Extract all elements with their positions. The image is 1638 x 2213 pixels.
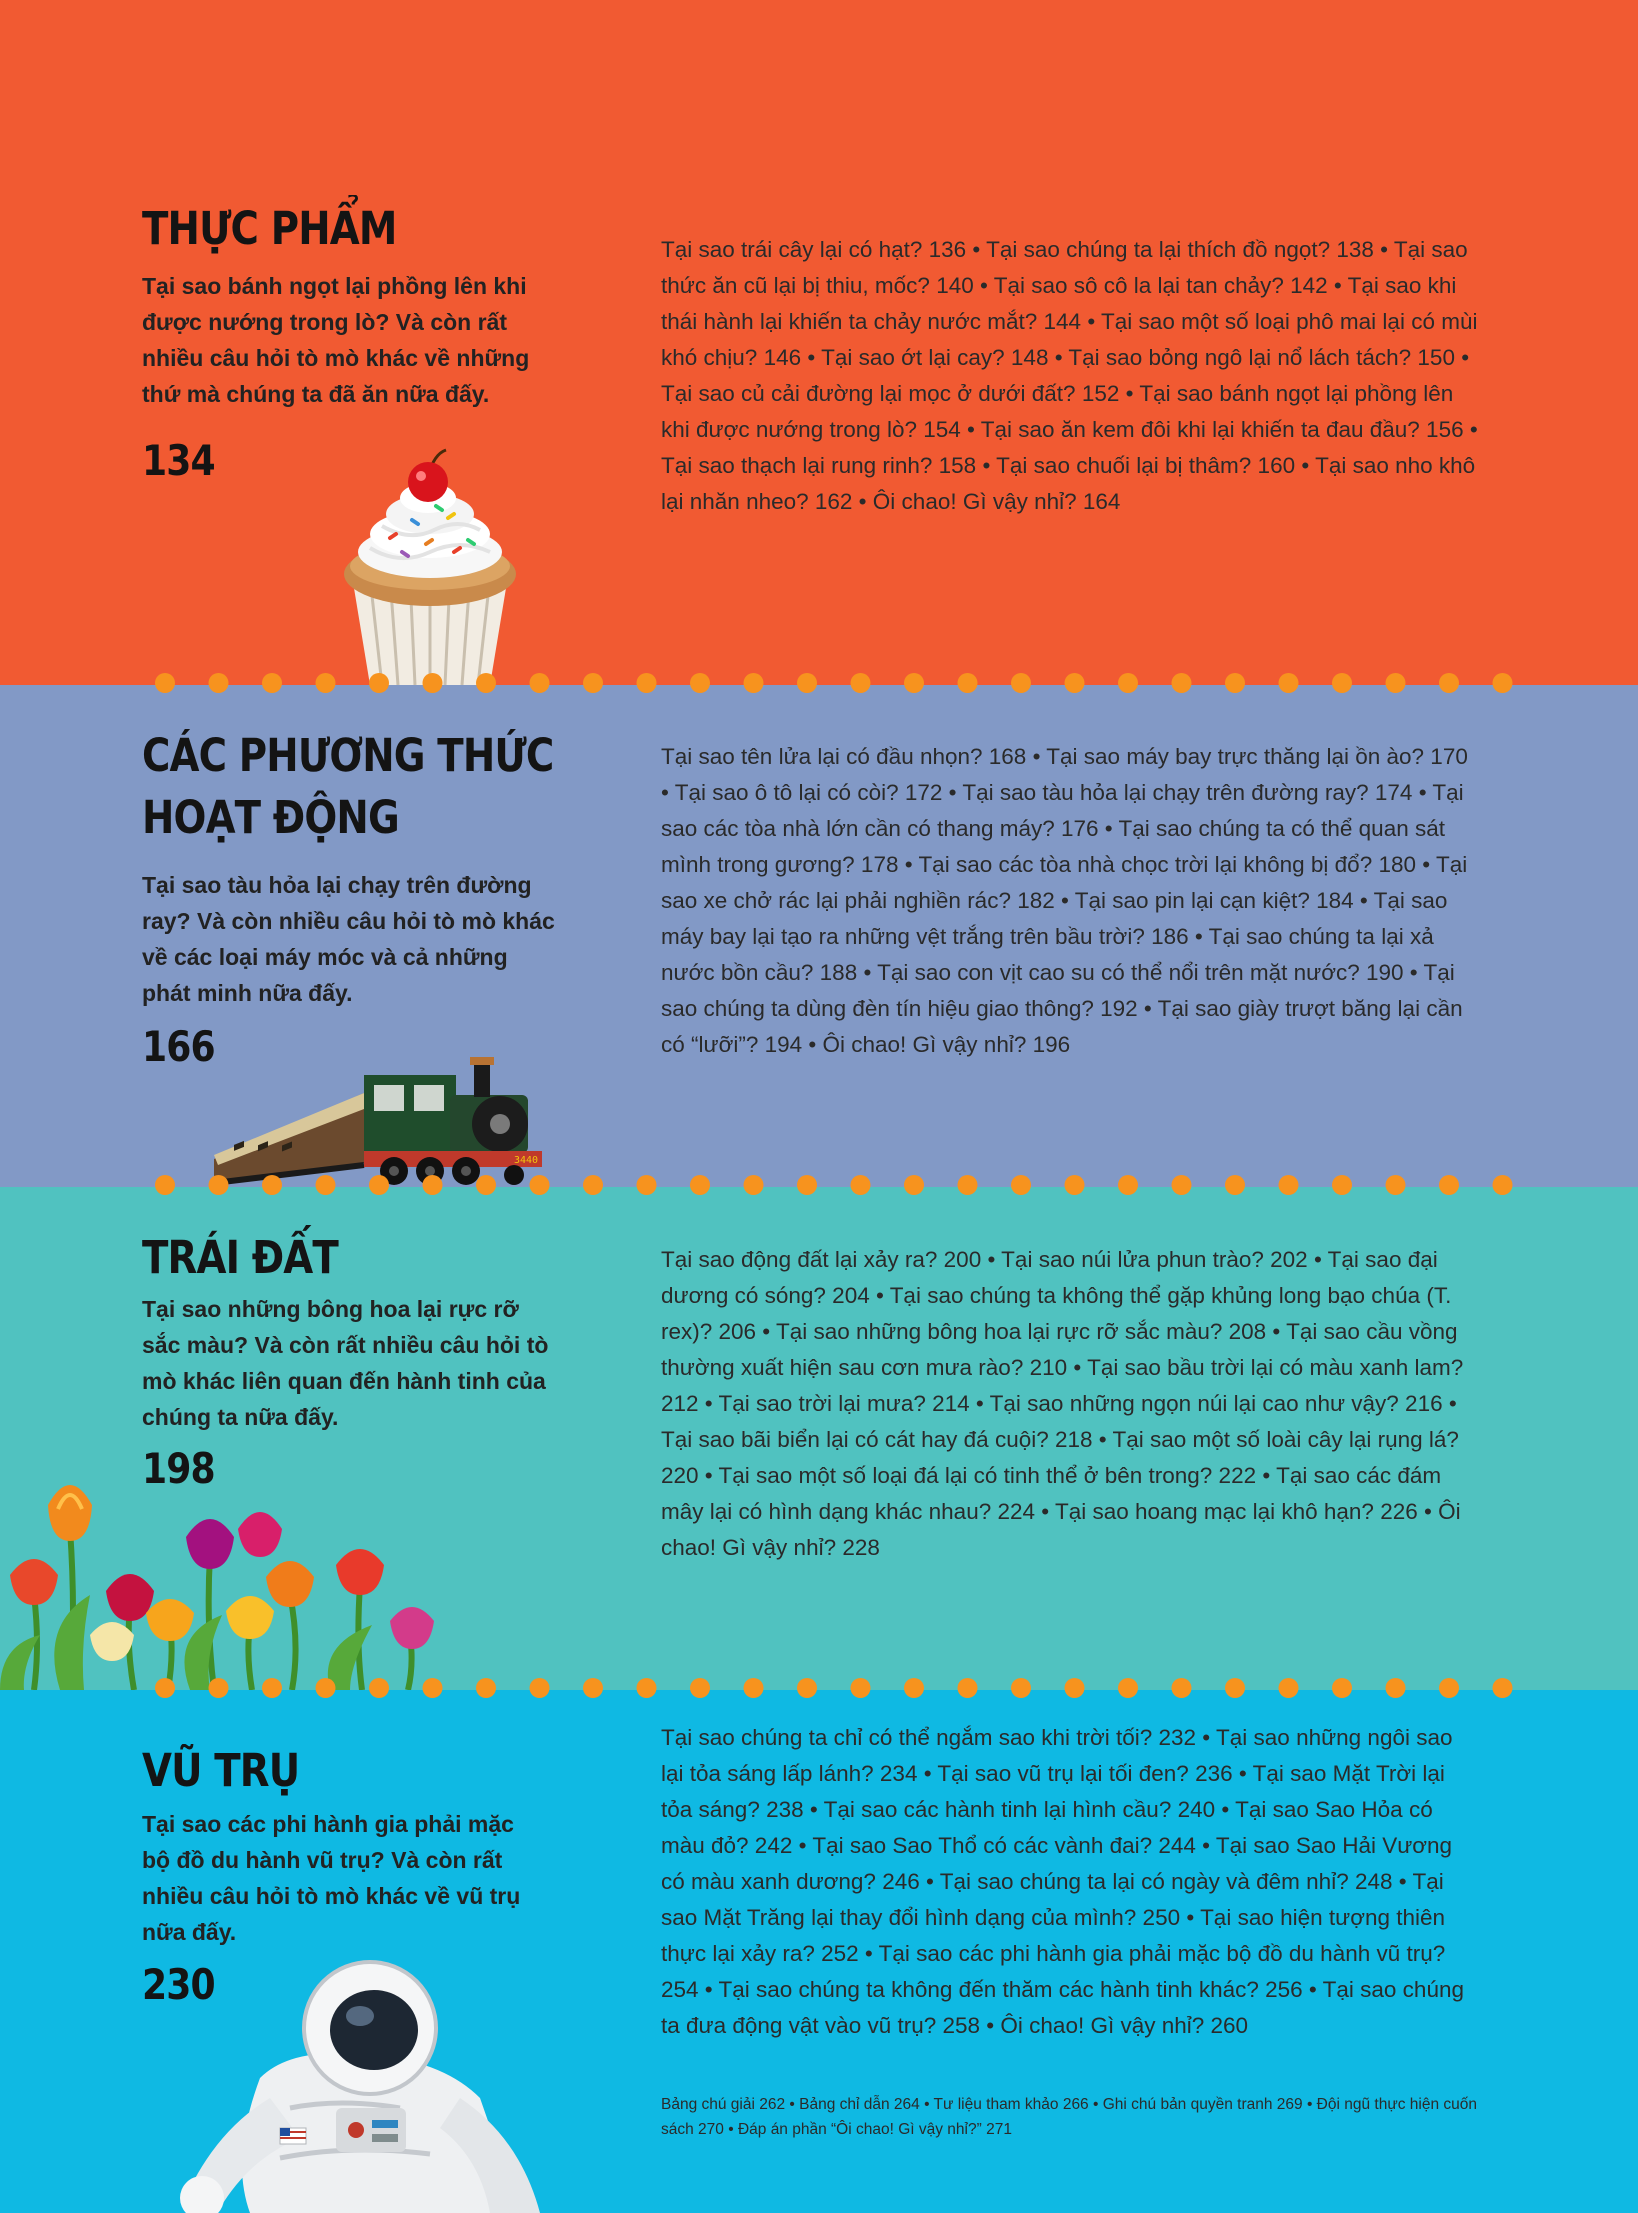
divider-dot [690,673,710,693]
divider-dot [1279,1175,1299,1195]
divider-dot [476,1175,496,1195]
divider-dot [797,1175,817,1195]
divider-dot [851,673,871,693]
section-earth [0,1187,1638,1690]
divider-dot [1118,1175,1138,1195]
divider-dot [1279,1678,1299,1698]
section-teaser: Tại sao bánh ngọt lại phồng lên khi được nướng trong lò? Và còn rất nhiều câu hỏi tò mò khác về những thứ mà chúng ta đã ăn nữa đấy. [142,273,530,407]
divider-dot [369,1678,389,1698]
divider-dot [476,1678,496,1698]
question-list: Tại sao tên lửa lại có đầu nhọn? 168 • Tại sao máy bay trực thăng lại ồn ào? 170 • Tại sao ô tô lại có còi? 172 • Tại sao tàu hỏa lại chạy trên đường ray? 174 • Tại sao các tòa nhà lớn cần có thang máy? 176 • Tại sao chúng ta có thể quan sát mình trong gương? 178 • Tại sao các tòa nhà chọc trời lại không bị đổ? 180 • Tại sao xe chở rác lại phải nghiền rác? 182 • Tại sao pin lại cạn kiệt? 184 • Tại sao máy bay lại tạo ra những vệt trắng trên bầu trời? 186 • Tại sao chúng ta lại xả nước bồn cầu? 188 • Tại sao con vịt cao su có thể nổi trên mặt nước? 190 • Tại sao chúng ta dùng đèn tín hiệu giao thông? 192 • Tại sao giày trượt băng lại cần có “lưỡi”? 194 • Ôi chao! Gì vậy nhỉ? 196 [661,744,1468,1057]
divider-dot [262,673,282,693]
divider-dot [1172,1175,1192,1195]
divider-dot [958,1175,978,1195]
divider-dot [1172,673,1192,693]
svg-text:3440: 3440 [514,1155,539,1166]
section-title [142,725,553,849]
divider-dot [583,1678,603,1698]
divider-dot [1172,1678,1192,1698]
divider-dot [1332,1175,1352,1195]
divider-dot [1386,1175,1406,1195]
divider-dot [583,673,603,693]
divider-dot [423,1678,443,1698]
divider-dot [316,1175,336,1195]
divider-dot [904,673,924,693]
divider-dot [530,1175,550,1195]
astronaut-illustration [160,1958,610,2213]
divider-dot [1225,1678,1245,1698]
divider-dot [583,1175,603,1195]
back-matter-list: Bảng chú giải 262 • Bảng chỉ dẫn 264 • Tư liệu tham khảo 266 • Ghi chú bản quyền tranh 269 • Đội ngũ thực hiện cuốn sách 270 • Đáp án phần “Ôi chao! Gì vậy nhỉ?” 271 [661,2096,1477,2138]
dotted-divider-2 [0,1173,1638,1197]
tulips-illustration [0,1445,450,1690]
divider-dot [851,1175,871,1195]
divider-dot [316,1678,336,1698]
divider-dot [958,1678,978,1698]
divider-dot [1065,1175,1085,1195]
divider-dot [851,1678,871,1698]
section-teaser: Tại sao những bông hoa lại rực rỡ sắc màu? Và còn rất nhiều câu hỏi tò mò khác liên quan đến hành tinh của chúng ta nữa đấy. [142,1296,549,1430]
section-page-number[interactable]: 134 [142,436,215,485]
section-title: TRÁI ĐẤT [142,1231,338,1284]
divider-dot [1439,1678,1459,1698]
cupcake-illustration [330,448,530,685]
divider-dot [1386,673,1406,693]
section-teaser: Tại sao các phi hành gia phải mặc bộ đồ du hành vũ trụ? Và còn rất nhiều câu hỏi tò mò khác về vũ trụ nữa đấy. [142,1811,521,1945]
divider-dot [423,673,443,693]
divider-dot [637,1175,657,1195]
divider-dot [530,673,550,693]
divider-dot [209,1175,229,1195]
section-title: VŨ TRỤ [142,1744,300,1797]
divider-dot [316,673,336,693]
divider-dot [904,1175,924,1195]
section-space [0,1690,1638,2213]
divider-dot [744,1175,764,1195]
divider-dot [1439,673,1459,693]
divider-dot [369,1175,389,1195]
divider-dot [1279,673,1299,693]
divider-dot [1332,1678,1352,1698]
section-page-number[interactable]: 230 [142,1960,215,2009]
divider-dot [1118,673,1138,693]
divider-dot [423,1175,443,1195]
section-food [0,0,1638,685]
divider-dot [262,1175,282,1195]
divider-dot [209,673,229,693]
divider-dot [1011,1678,1031,1698]
divider-dot [530,1678,550,1698]
divider-dot [155,1678,175,1698]
divider-dot [1065,1678,1085,1698]
divider-dot [476,673,496,693]
divider-dot [209,1678,229,1698]
section-page-number[interactable]: 198 [142,1444,215,1493]
divider-dot [1493,1175,1513,1195]
divider-dot [262,1678,282,1698]
divider-dot [904,1678,924,1698]
section-title-line1: CÁC PHƯƠNG THỨC [142,729,554,782]
divider-dot [1439,1175,1459,1195]
divider-dot [797,1678,817,1698]
divider-dot [744,673,764,693]
divider-dot [744,1678,764,1698]
question-list: Tại sao chúng ta chỉ có thể ngắm sao khi trời tối? 232 • Tại sao những ngôi sao lại tỏa sáng lấp lánh? 234 • Tại sao vũ trụ lại tối đen? 236 • Tại sao Mặt Trời lại tỏa sáng? 238 • Tại sao các hành tinh lại hình cầu? 240 • Tại sao Sao Hỏa có màu đỏ? 242 • Tại sao Sao Thổ có các vành đai? 244 • Tại sao Sao Hải Vương có màu xanh dương? 246 • Tại sao chúng ta lại có ngày và đêm nhỉ? 248 • Tại sao Mặt Trăng lại thay đổi hình dạng của mình? 250 • Tại sao hiện tượng thiên thực lại xảy ra? 252 • Tại sao các phi hành gia phải mặc bộ đồ du hành vũ trụ? 254 • Tại sao chúng ta không đến thăm các hành tinh khác? 256 • Tại sao chúng ta đưa động vật vào vũ trụ? 258 • Ôi chao! Gì vậy nhỉ? 260 [661,1725,1464,2038]
divider-dot [369,673,389,693]
section-teaser: Tại sao tàu hỏa lại chạy trên đường ray? Và còn nhiều câu hỏi tò mò khác về các loại máy móc và cả những phát minh nữa đấy. [142,872,555,1006]
divider-dot [1118,1678,1138,1698]
divider-dot [1332,673,1352,693]
divider-dot [797,673,817,693]
divider-dot [1225,673,1245,693]
divider-dot [1386,1678,1406,1698]
divider-dot [958,673,978,693]
divider-dot [637,673,657,693]
divider-dot [1065,673,1085,693]
section-page-number[interactable]: 166 [142,1022,215,1071]
divider-dot [637,1678,657,1698]
divider-dot [690,1175,710,1195]
divider-dot [1011,1175,1031,1195]
divider-dot [155,673,175,693]
divider-dot [1011,673,1031,693]
section-how-things-work [0,685,1638,1187]
section-title: THỰC PHẨM [142,202,397,255]
divider-dot [1225,1175,1245,1195]
divider-dot [1493,673,1513,693]
divider-dot [690,1678,710,1698]
question-list: Tại sao động đất lại xảy ra? 200 • Tại sao núi lửa phun trào? 202 • Tại sao đại dương có sóng? 204 • Tại sao chúng ta không thể gặp khủng long bạo chúa (T. rex)? 206 • Tại sao những bông hoa lại rực rỡ sắc màu? 208 • Tại sao cầu vồng thường xuất hiện sau cơn mưa rào? 210 • Tại sao bầu trời lại có màu xanh lam? 212 • Tại sao trời lại mưa? 214 • Tại sao những ngọn núi lại cao như vậy? 216 • Tại sao bãi biển lại có cát hay đá cuội? 218 • Tại sao một số loài cây lại rụng lá? 220 • Tại sao một số loại đá lại có tinh thể ở bên trong? 222 • Tại sao các đám mây lại có hình dạng khác nhau? 224 • Tại sao hoang mạc lại khô hạn? 226 • Ôi chao! Gì vậy nhỉ? 228 [661,1247,1464,1560]
section-title-line2: HOẠT ĐỘNG [142,791,399,844]
divider-dot [1493,1678,1513,1698]
question-list: Tại sao trái cây lại có hạt? 136 • Tại sao chúng ta lại thích đồ ngọt? 138 • Tại sao thức ăn cũ lại bị thiu, mốc? 140 • Tại sao sô cô la lại tan chảy? 142 • Tại sao khi thái hành lại khiến ta chảy nước mắt? 144 • Tại sao một số loại phô mai lại có mùi khó chịu? 146 • Tại sao ớt lại cay? 148 • Tại sao bỏng ngô lại nổ lách tách? 150 • Tại sao củ cải đường lại mọc ở dưới đất? 152 • Tại sao bánh ngọt lại phồng lên khi được nướng trong lò? 154 • Tại sao ăn kem đôi khi lại khiến ta đau đầu? 156 • Tại sao thạch lại rung rinh? 158 • Tại sao chuối lại bị thâm? 160 • Tại sao nho khô lại nhăn nheo? 162 • Ôi chao! Gì vậy nhỉ? 164 [661,237,1478,514]
dotted-divider-1 [0,671,1638,695]
steam-train-illustration [214,1031,544,1187]
dotted-divider-3 [0,1676,1638,1700]
divider-dot [155,1175,175,1195]
